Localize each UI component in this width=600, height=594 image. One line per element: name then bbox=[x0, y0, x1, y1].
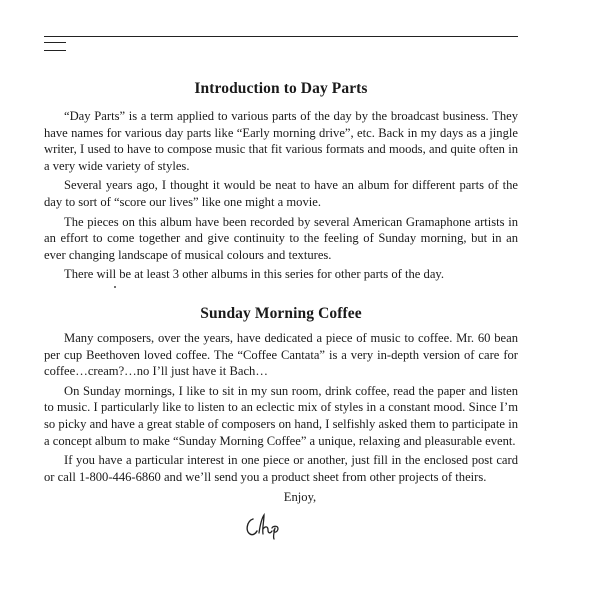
print-speck bbox=[114, 286, 116, 288]
intro-paragraph: The pieces on this album have been recorded by several American Gramaphone artists in an effort to come together and give continuity to the feeling of Sunday morning, but in an ever changing landscape of musical colours and textures. bbox=[44, 214, 518, 262]
intro-heading: Introduction to Day Parts bbox=[194, 80, 368, 97]
intro-paragraph: Several years ago, I thought it would be neat to have an album for different parts of the day to sort of “score our lives” like one might a movie. bbox=[44, 178, 518, 209]
intro-paragraph: There will be at least 3 other albums in this series for other parts of the day. bbox=[64, 267, 445, 282]
coffee-paragraph: Many composers, over the years, have dedicated a piece of music to coffee. Mr. 60 bean per cup Beethoven loved coffee. The “Coffee Cantata” is a very in-depth version of care for coffee…cream?…no I’ll just have it Bach… bbox=[44, 331, 518, 379]
coffee-paragraph: If you have a particular interest in one piece or another, just fill in the enclosed post card or call 1-800-446-6860 and we’ll send you a product sheet from other projects of theirs. bbox=[44, 453, 518, 484]
margin-mark bbox=[44, 42, 66, 43]
signature bbox=[244, 512, 290, 540]
coffee-section bbox=[44, 305, 518, 485]
coffee-paragraph: On Sunday mornings, I like to sit in my sun room, drink coffee, read the paper and listen to music. I particularly like to listen to an eclectic mix of styles in a constant mood. Since I’m so picky and have a great stable of composers on hand, I selfishly asked them to participate in a concept album to make “Sunday Morning Coffee” a unique, relaxing and pleasurable event. bbox=[44, 383, 518, 448]
intro-paragraph: “Day Parts” is a term applied to various parts of the day by the broadcast business. They have names for various day parts like “Early morning drive”, etc. Back in my days as a jingle writer, I used to have to compose music that fit various formats and moods, and quite often in a very wide variety of styles. bbox=[44, 109, 518, 173]
salutation: Enjoy, bbox=[283, 490, 317, 504]
intro-section bbox=[44, 80, 518, 283]
top-rule bbox=[44, 36, 518, 37]
coffee-heading: Sunday Morning Coffee bbox=[200, 305, 362, 322]
margin-mark bbox=[44, 50, 66, 51]
